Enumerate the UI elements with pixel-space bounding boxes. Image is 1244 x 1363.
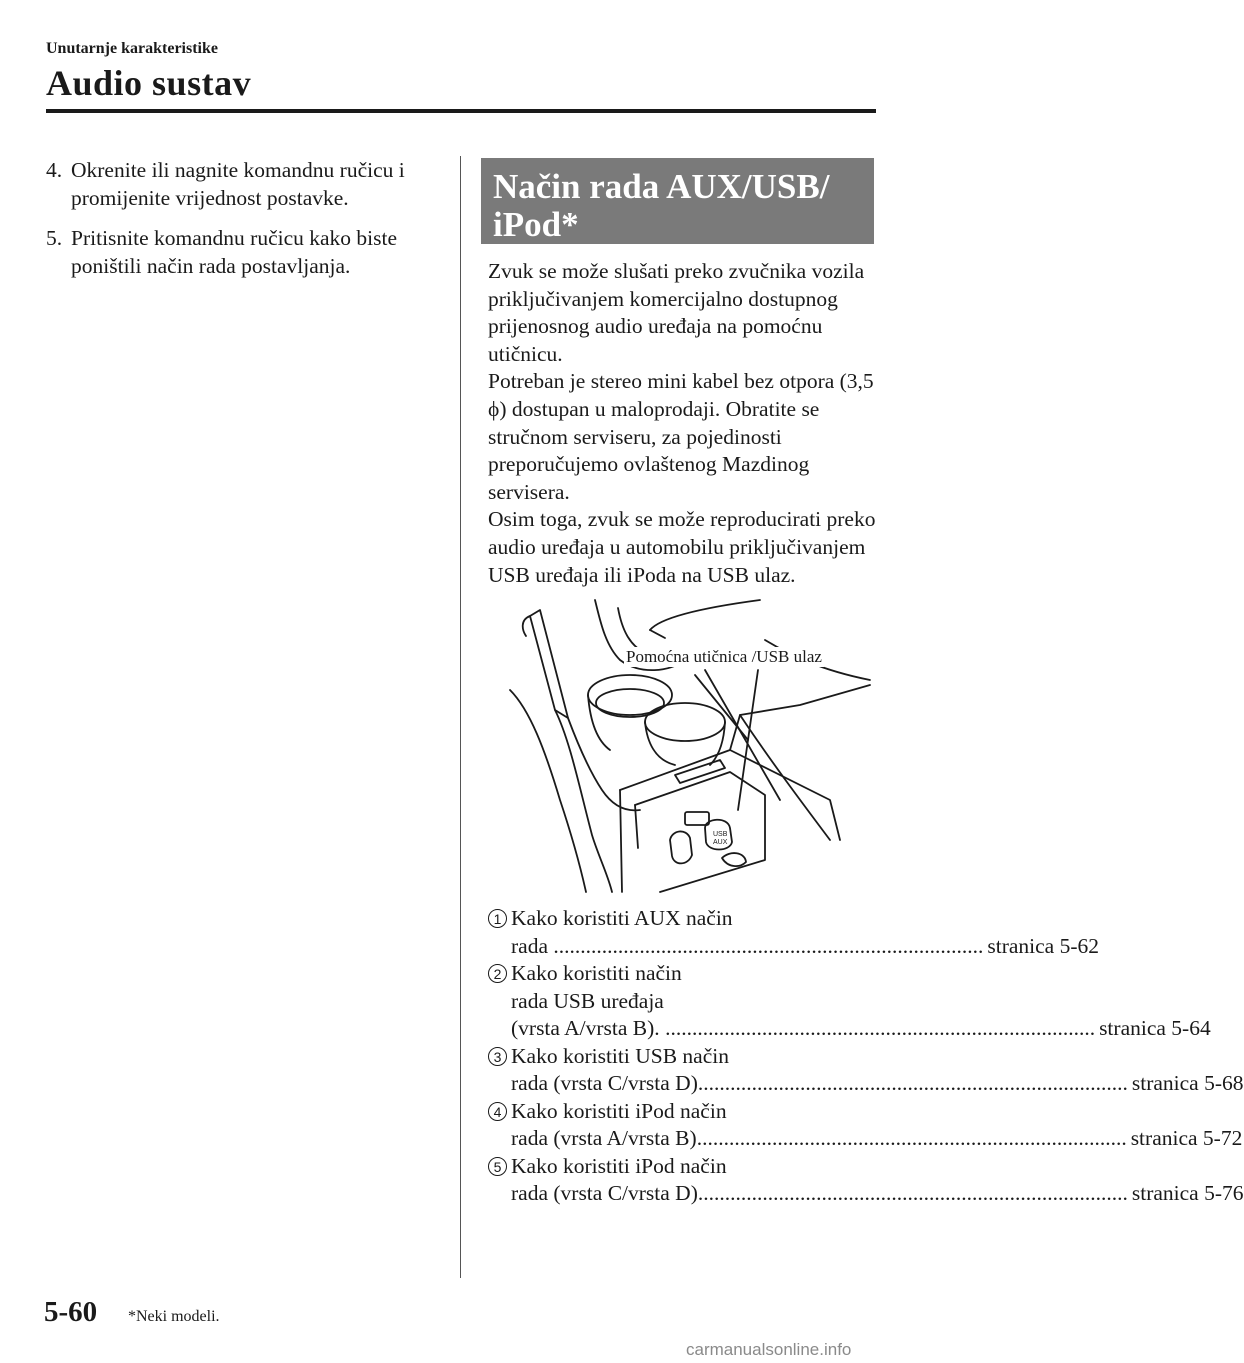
reference-line: Kako koristiti USB način (511, 1043, 729, 1068)
page-number: 5-60 (44, 1296, 98, 1328)
reference-number: 1 (488, 909, 507, 928)
reference-line: Kako koristiti AUX način (511, 906, 733, 930)
reference-item (488, 960, 1211, 1043)
reference-line: Kako koristiti iPod način (511, 1153, 727, 1178)
section-title-line1: Način rada AUX/USB/ (493, 167, 830, 206)
section-title-line2: iPod* (493, 205, 579, 244)
section-label: Unutarnje karakteristike (46, 40, 218, 57)
reference-number: 4 (488, 1102, 507, 1121)
reference-page: stranica 5-68 (1131, 1071, 1244, 1095)
column-divider (460, 156, 461, 1278)
left-column (46, 156, 441, 292)
reference-page: stranica 5-76 (1131, 1181, 1244, 1205)
reference-list (488, 905, 1244, 1208)
footnote: *Neki modeli. (128, 1308, 220, 1325)
watermark-link[interactable]: carmanualsonline.info (686, 1340, 852, 1359)
reference-page: stranica 5-62 (987, 933, 1100, 958)
step-text: Okrenite ili nagnite komandnu ručicu i promijenite vrijednost postavke. (71, 158, 405, 210)
reference-page: stranica 5-64 (1099, 1016, 1211, 1040)
step-item (46, 156, 441, 212)
reference-item (488, 905, 1100, 960)
port-label-usb: USB (713, 831, 728, 838)
reference-item (488, 1153, 1244, 1208)
reference-line: (vrsta A/vrsta B). ................................................................................ (511, 1016, 1096, 1040)
port-label-aux: AUX (713, 839, 728, 846)
reference-page: stranica 5-72 (1130, 1126, 1243, 1150)
reference-line: rada (vrsta A/vrsta B)................................................................................ (511, 1126, 1127, 1150)
reference-item (488, 1098, 1243, 1153)
reference-number: 3 (488, 1047, 507, 1066)
paragraph: Zvuk se može slušati preko zvučnika vozila priključivanjem komercijalno dostupnog prijenosnog audio uređaja na pomoćnu utičnicu. (488, 259, 865, 366)
step-text: Pritisnite komandnu ručicu kako biste poništili način rada postavljanja. (71, 226, 398, 278)
reference-number: 5 (488, 1157, 507, 1176)
reference-line: rada (vrsta C/vrsta D)................................................................................ (511, 1181, 1128, 1205)
step-item (46, 224, 441, 280)
chapter-title: Audio sustav (46, 63, 252, 103)
section-title-box (481, 158, 874, 244)
body-text (488, 258, 878, 589)
reference-line: rada USB uređaja (511, 988, 664, 1013)
reference-number: 2 (488, 964, 507, 983)
step-number: 5. (46, 226, 63, 250)
reference-line: Kako koristiti način (511, 961, 682, 985)
reference-line: rada (vrsta C/vrsta D)................................................................................ (511, 1071, 1128, 1095)
reference-line: Kako koristiti iPod način (511, 1098, 727, 1123)
paragraph: Potreban je stereo mini kabel bez otpora (3,5 ϕ) dostupan u maloprodaji. Obratite se stručnom serviseru, za pojedinosti preporučujemo ovlaštenog Mazdinog servisera. (488, 369, 874, 504)
reference-item (488, 1043, 1244, 1098)
figure-callout: Pomoćna utičnica /USB ulaz (626, 647, 822, 666)
header-rule (46, 109, 876, 113)
paragraph: Osim toga, zvuk se može reproducirati preko audio uređaja u automobilu priključivanjem USB uređaja ili iPoda na USB ulaz. (488, 507, 876, 587)
step-number: 4. (46, 158, 63, 182)
reference-line: rada ................................................................................ (511, 933, 984, 958)
center-console-illustration (500, 600, 870, 892)
